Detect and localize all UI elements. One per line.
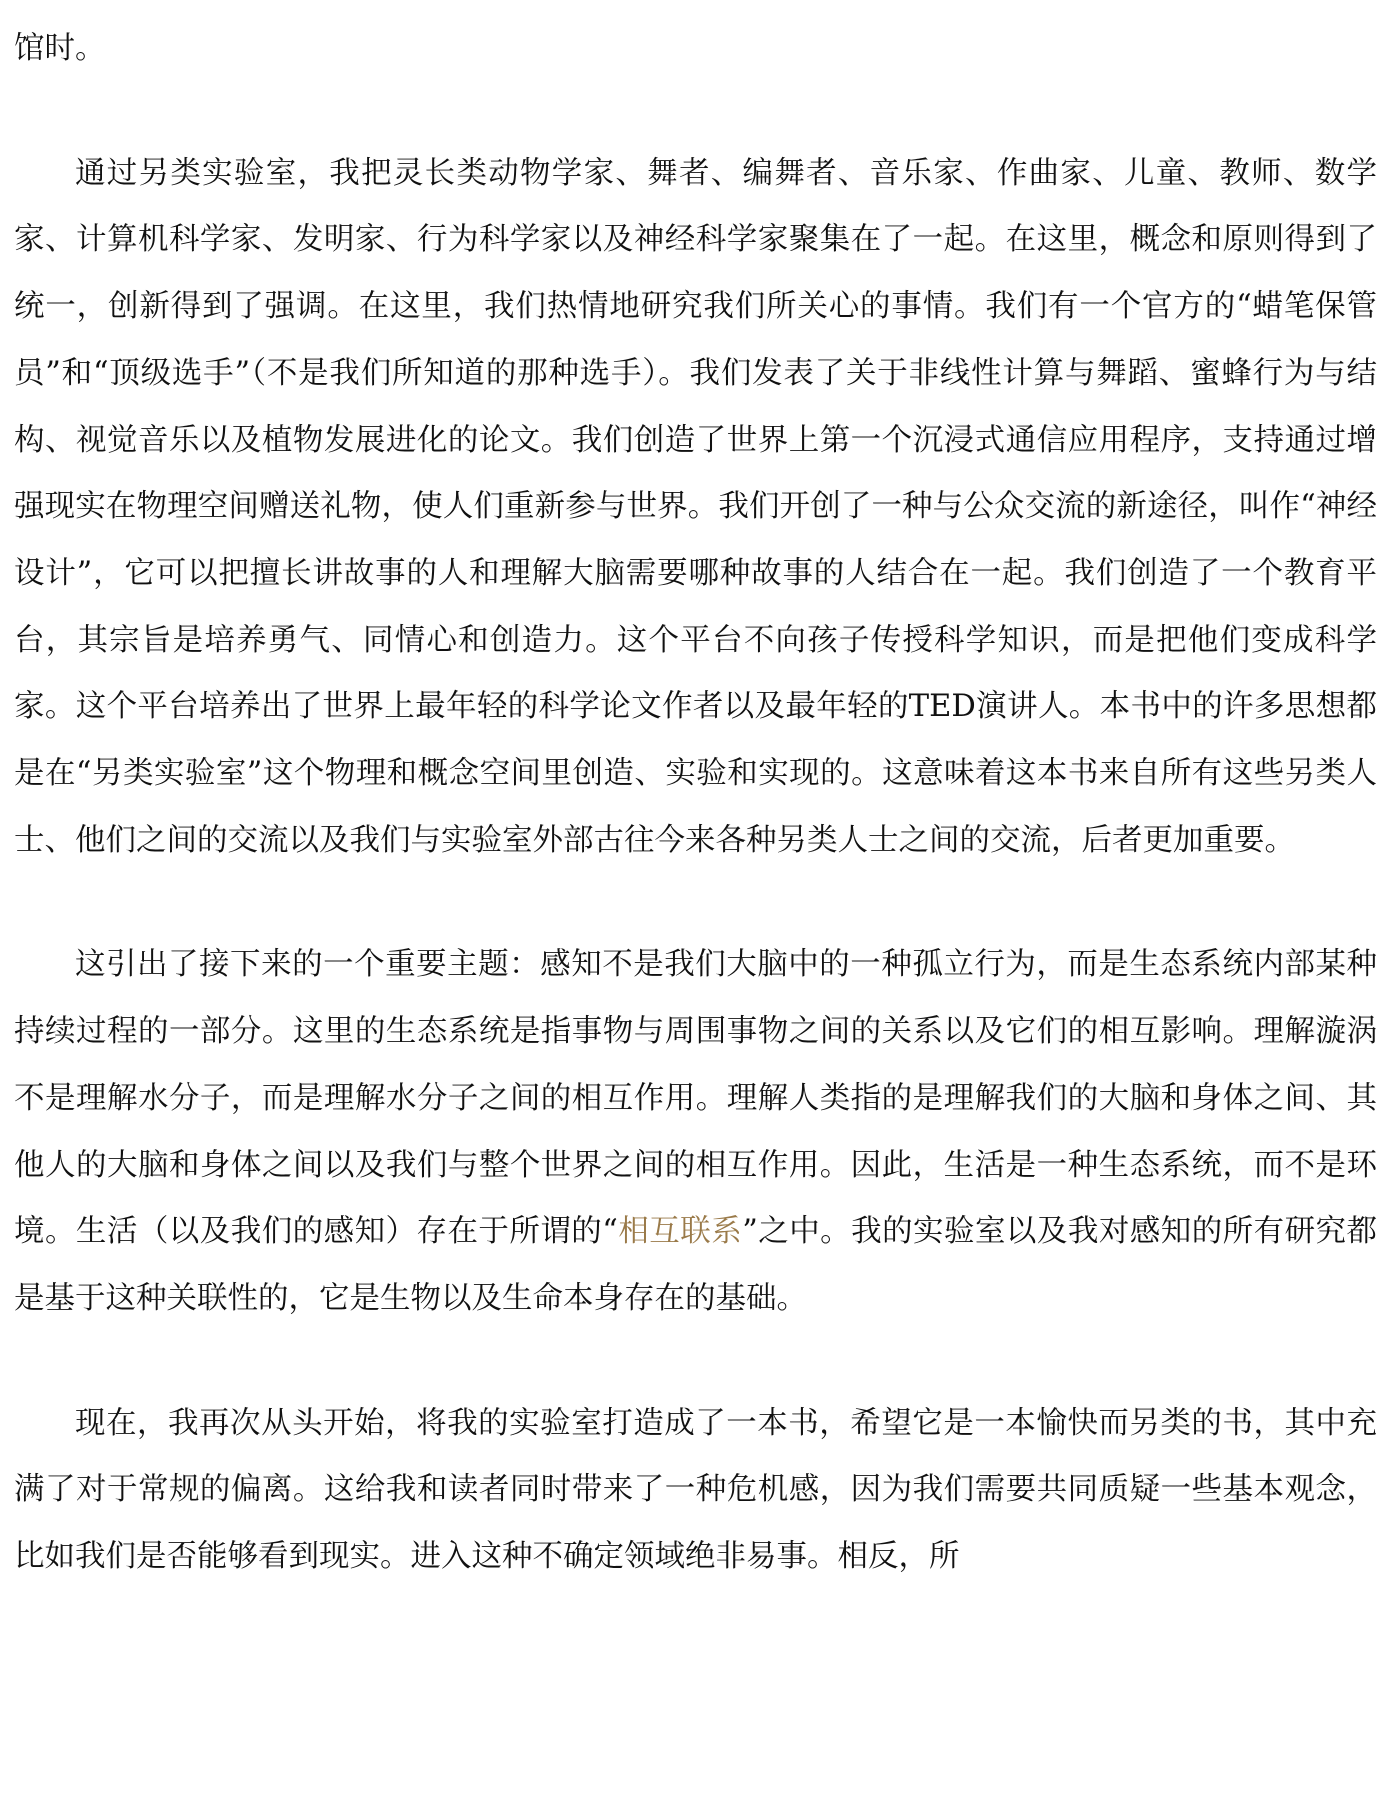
paragraph-continuation: 馆时。 — [14, 31, 106, 66]
paragraph-book-lab: 现在，我再次从头开始，将我的实验室打造成了一本书，希望它是一本愉快而另类的书，其中充满了对于常规的偏离。这给我和读者同时带来了一种危机感，因为我们需要共同质疑一些基本观念，比如我们是否能够看到现实。进入这种不确定领域绝非易事。相反，所 — [14, 1405, 1377, 1575]
paragraph-ecosystem-text-before: 这引出了接下来的一个重要主题：感知不是我们大脑中的一种孤立行为，而是生态系统内部某种持续过程的一部分。这里的生态系统是指事物与周围事物之间的关系以及它们的相互影响。理解漩涡不是理解水分子，而是理解水分子之间的相互作用。理解人类指的是理解我们的大脑和身体之间、其他人的大脑和身体之间以及我们与整个世界之间的相互作用。因此，生活是一种生态系统，而不是环境。生活（以及我们的感知）存在于所谓的“ — [14, 947, 1377, 1250]
paragraph-ecosystem — [14, 932, 1377, 1332]
paragraph-ecosystem-text-after: ”之中。我的实验室以及我对感知的所有研究都是基于这种关联性的，它是生物以及生命本身存在的基础。 — [14, 1214, 1378, 1316]
paragraph-odd-lab: 通过另类实验室，我把灵长类动物学家、舞者、编舞者、音乐家、作曲家、儿童、教师、数学家、计算机科学家、发明家、行为科学家以及神经科学家聚集在了一起。在这里，概念和原则得到了统一，创新得到了强调。在这里，我们热情地研究我们所关心的事情。我们有一个官方的“蜡笔保管员”和“顶级选手”（不是我们所知道的那种选手）。我们发表了关于非线性计算与舞蹈、蜜蜂行为与结构、视觉音乐以及植物发展进化的论文。我们创造了世界上第一个沉浸式通信应用程序，支持通过增强现实在物理空间赠送礼物，使人们重新参与世界。我们开创了一种与公众交流的新途径，叫作“神经设计”，它可以把擅长讲故事的人和理解大脑需要哪种故事的人结合在一起。我们创造了一个教育平台，其宗旨是培养勇气、同情心和创造力。这个平台不向孩子传授科学知识，而是把他们变成科学家。这个平台培养出了世界上最年轻的科学论文作者以及最年轻的TED演讲人。本书中的许多思想都是在“另类实验室”这个物理和概念空间里创造、实验和实现的。这意味着这本书来自所有这些另类人士、他们之间的交流以及我们与实验室外部古往今来各种另类人士之间的交流，后者更加重要。 — [14, 155, 1377, 858]
interconnection-link[interactable]: 相互联系 — [617, 1214, 743, 1250]
